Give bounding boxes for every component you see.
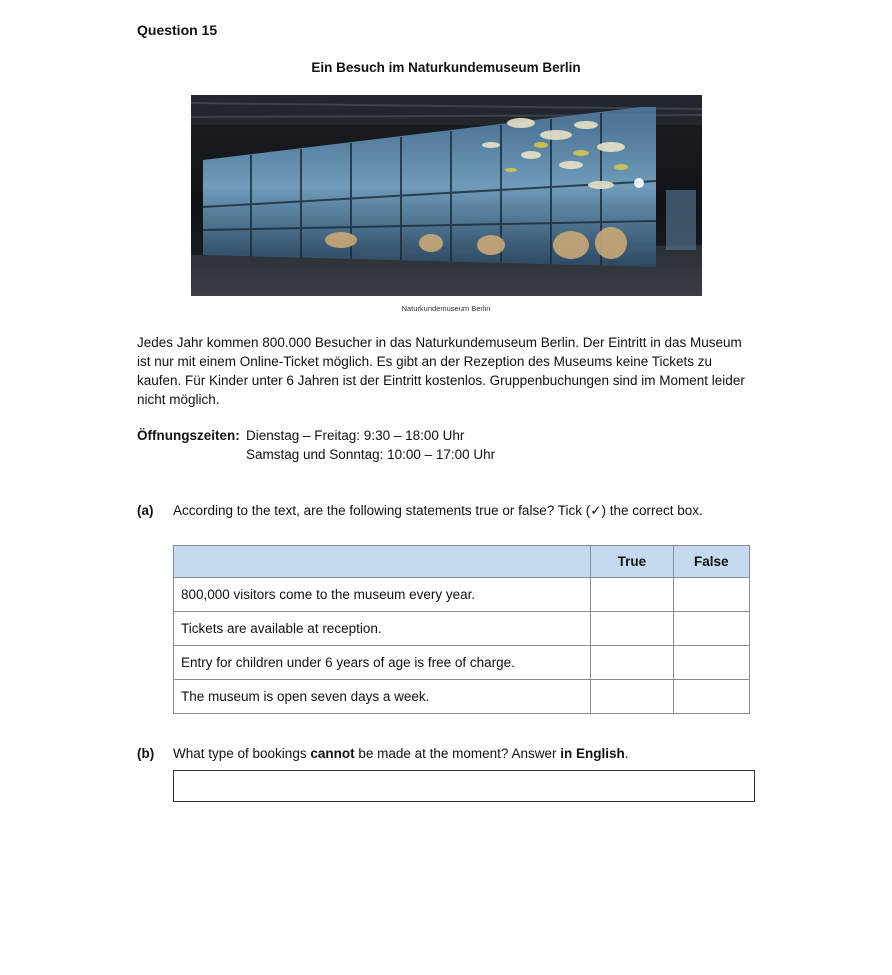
statement-2: Tickets are available at reception.: [174, 612, 591, 646]
table-row: [174, 646, 750, 680]
opening-hours-weekdays: Dienstag – Freitag: 9:30 – 18:00 Uhr: [246, 428, 465, 443]
false-checkbox-4[interactable]: [673, 680, 749, 714]
part-b-answer-box[interactable]: [173, 770, 755, 802]
false-checkbox-2[interactable]: [673, 612, 749, 646]
museum-photo: [191, 95, 702, 296]
part-a-instruction: According to the text, are the following statements true or false? Tick (✓) the correct box.: [173, 503, 703, 518]
part-b-text-3: .: [624, 746, 629, 761]
false-checkbox-1[interactable]: [673, 578, 749, 612]
statement-1: 800,000 visitors come to the museum every year.: [174, 578, 591, 612]
table-row: [174, 680, 750, 714]
table-header-false: False: [673, 546, 749, 578]
table-header-row: [174, 546, 750, 578]
part-b-bold-cannot: cannot: [310, 746, 355, 761]
part-a-label: (a): [137, 503, 154, 518]
part-b-label: (b): [137, 746, 155, 761]
table-header-statement: [174, 546, 591, 578]
table-row: [174, 612, 750, 646]
article-title: Ein Besuch im Naturkundemuseum Berlin: [311, 60, 581, 75]
opening-hours-label: Öffnungszeiten:: [137, 428, 240, 443]
part-b-bold-english: in English: [560, 746, 625, 761]
true-checkbox-4[interactable]: [591, 680, 673, 714]
part-b-question: [173, 746, 629, 761]
question-number: Question 15: [137, 22, 218, 38]
part-b-text-1: What type of bookings: [173, 746, 311, 761]
true-checkbox-2[interactable]: [591, 612, 673, 646]
true-checkbox-3[interactable]: [591, 646, 673, 680]
article-paragraph: Jedes Jahr kommen 800.000 Besucher in das Naturkundemuseum Berlin. Der Eintritt in das Museum ist nur mit einem Online-Ticket möglich. Es gibt an der Rezeption des Museums keine Tickets zu kaufen. Für Kinder unter 6 Jahren ist der Eintritt kostenlos. Gruppenbuchungen sind im Moment leider nicht möglich.: [137, 335, 745, 407]
part-b-text-2: be made at the moment? Answer: [354, 746, 561, 761]
true-false-table: [173, 545, 750, 714]
image-caption: Naturkundemuseum Berlin: [401, 304, 491, 313]
statement-3: Entry for children under 6 years of age is free of charge.: [174, 646, 591, 680]
table-row: [174, 578, 750, 612]
museum-photo-illustration: [191, 95, 702, 296]
opening-hours-weekend: Samstag und Sonntag: 10:00 – 17:00 Uhr: [246, 447, 496, 462]
true-checkbox-1[interactable]: [591, 578, 673, 612]
statement-4: The museum is open seven days a week.: [174, 680, 591, 714]
table-header-true: True: [591, 546, 673, 578]
false-checkbox-3[interactable]: [673, 646, 749, 680]
